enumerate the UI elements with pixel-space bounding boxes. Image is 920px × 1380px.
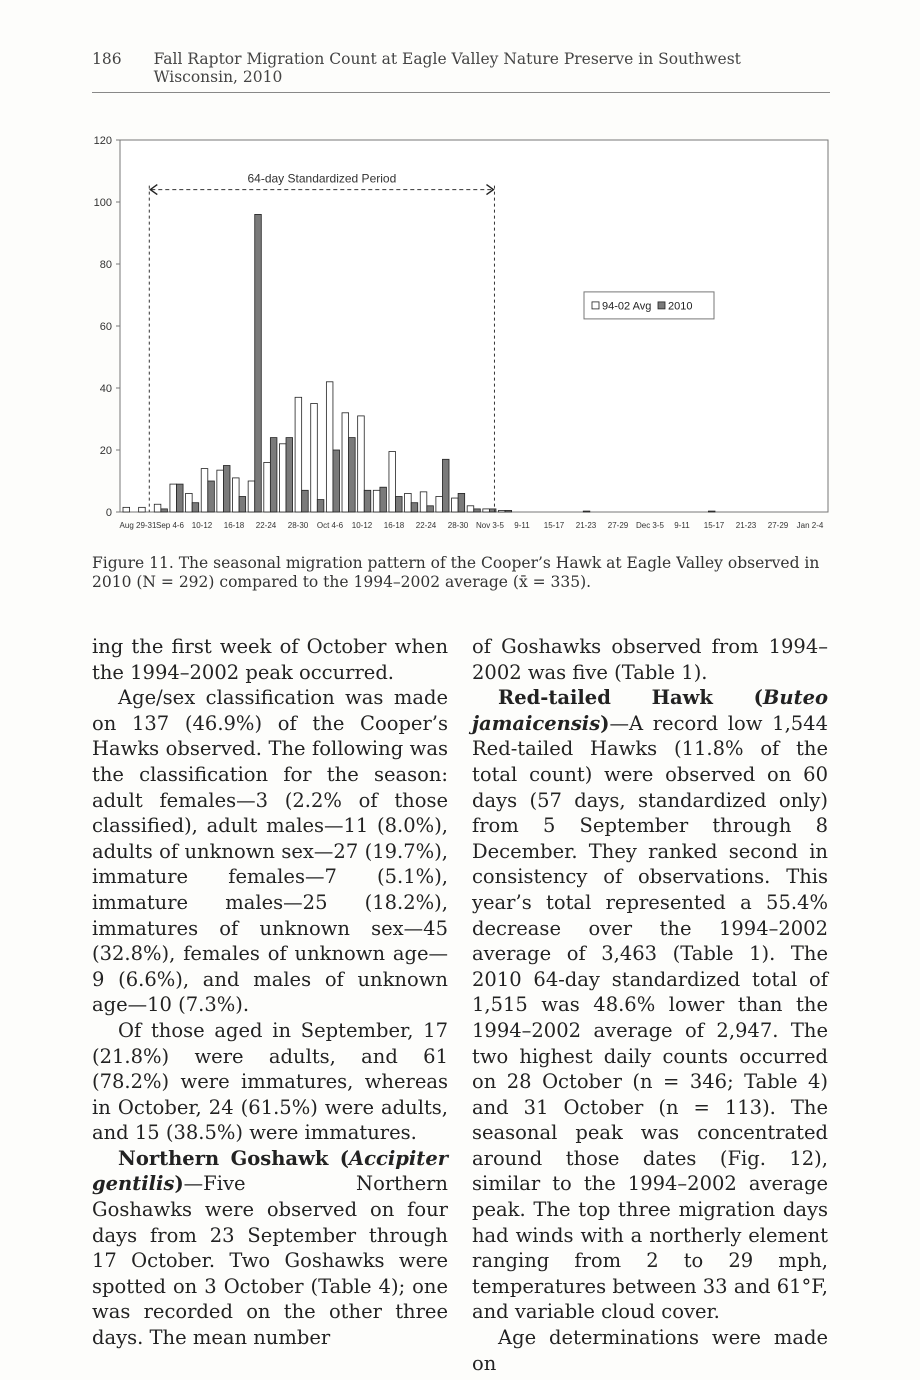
x-tick-label: 28-30	[287, 521, 309, 530]
bar-2010	[489, 509, 496, 512]
running-title: Fall Raptor Migration Count at Eagle Valley Nature Preserve in Southwest Wisconsin, 2010	[153, 50, 741, 86]
bar-avg	[467, 506, 474, 512]
bar-avg	[217, 470, 224, 512]
bar-avg	[358, 416, 365, 512]
species-text: —A record low 1,544 Red-tailed Hawks (11.8% of the total count) were observed on 60 days (57 days, standardized only) from 5 September through 8 December. They ranked second in consistency of observations. This year’s total represented a 55.4% decrease over the 1994–2002 average of 3,463 (Table 1). The 2010 64-day standardized total of 1,515 was 48.6% lower than the 1994–2002 average of 2,947. The two highest daily counts occurred on 28 October (n = 346; Table 4) and 31 October (n = 113). The seasonal peak was concentrated around those dates (Fig. 12), similar to the 1994–2002 average peak. The top three migration days had winds with a northerly element ranging from 2 to 29 mph, temperatures between 33 and 61°F, and variable cloud cover.	[472, 711, 828, 1324]
species-text: —Five Northern Goshawks were observed on four days from 23 September through 17 October. Two Goshawks were spotted on 3 October (Table 4); one was recorded on the other three days. The mean number	[92, 1172, 448, 1350]
bar-avg	[279, 444, 286, 512]
bar-2010	[192, 503, 199, 512]
species-heading: Red-tailed Hawk	[498, 686, 713, 710]
x-tick-label: 27-29	[607, 521, 629, 530]
x-tick-label: 28-30	[447, 521, 469, 530]
legend-label: 2010	[668, 300, 693, 313]
species-heading: Northern Goshawk	[118, 1146, 329, 1170]
bar-2010	[708, 511, 715, 512]
legend-label: 94-02 Avg	[602, 300, 652, 313]
x-tick-label: Oct 4-6	[316, 521, 344, 530]
x-tick-label: 15-17	[543, 521, 565, 530]
bar-2010	[349, 438, 356, 512]
bar-2010	[333, 450, 340, 512]
bar-2010	[474, 509, 481, 512]
bar-2010	[380, 487, 387, 512]
bar-avg	[326, 382, 333, 512]
paragraph: Age determinations were made on	[472, 1326, 828, 1375]
x-tick-label: 16-18	[383, 521, 405, 530]
x-tick-label: Jan 2-4	[796, 521, 824, 530]
bar-avg	[264, 462, 271, 512]
bar-2010	[427, 506, 434, 512]
period-annotation: 64-day Standardized Period	[247, 171, 397, 186]
legend-swatch	[592, 302, 599, 309]
bar-avg	[123, 507, 130, 512]
paragraph: Age/sex classification was made on 137 (46.9%) of the Cooper’s Hawks observed. The following was the classification for the season: adult females—3 (2.2% of those classified), adult males—11 (8.0%), adults of unknown sex—27 (19.7%), immature females—7 (5.1%), immature males—25 (18.2%), immatures of unknown sex—45 (32.8%), females of unknown age—9 (6.6%), and males of unknown age—10 (7.3%).	[92, 686, 448, 1017]
x-tick-label: Nov 3-5	[475, 521, 505, 530]
bar-2010	[255, 214, 262, 512]
x-tick-label: 27-29	[767, 521, 789, 530]
x-tick-label: 16-18	[223, 521, 245, 530]
right-column	[472, 634, 828, 1376]
bar-2010	[223, 466, 230, 513]
bar-avg	[295, 397, 302, 512]
y-tick-label: 60	[99, 321, 112, 333]
bar-2010	[442, 459, 449, 512]
bar-avg	[373, 490, 380, 512]
page-number: 186	[92, 50, 122, 68]
bar-avg	[154, 504, 161, 512]
figure-caption: Figure 11. The seasonal migration pattern of the Cooper’s Hawk at Eagle Valley observed in 2010 (N = 292) compared to the 1994–2002 average (x̄ = 335).	[92, 554, 820, 591]
bar-avg	[170, 484, 177, 512]
bar-avg	[139, 507, 146, 512]
species-latin: Buteo jamaicensis	[472, 686, 828, 735]
paragraph-goshawk: Northern Goshawk (Accipiter gentilis)—Five Northern Goshawks were observed on four days from 23 September through 17 October. Two Goshawks were spotted on 3 October (Table 4); one was recorded on the other three days. The mean number	[92, 1146, 448, 1350]
paragraph: Of those aged in September, 17 (21.8%) were adults, and 61 (78.2%) were immatures, whereas in October, 24 (61.5%) were adults, and 15 (38.5%) were immatures.	[92, 1018, 448, 1145]
bar-2010	[583, 511, 590, 512]
cooper-hawk-chart	[92, 128, 832, 538]
bar-avg	[201, 469, 208, 512]
bar-2010	[208, 481, 215, 512]
bar-2010	[239, 497, 246, 513]
y-tick-label: 80	[99, 259, 112, 271]
x-tick-label: 10-12	[191, 521, 213, 530]
bar-2010	[396, 497, 403, 513]
figure-11	[92, 128, 832, 538]
bar-avg	[436, 497, 443, 513]
bar-2010	[286, 438, 293, 512]
bar-2010	[302, 490, 309, 512]
bar-avg	[452, 498, 459, 512]
x-tick-label: 22-24	[255, 521, 277, 530]
y-tick-label: 0	[105, 507, 112, 519]
x-tick-label: Sep 4-6	[155, 521, 185, 530]
paragraph: ing the first week of October when the 1994–2002 peak occurred.	[92, 635, 448, 684]
bar-2010	[505, 510, 512, 512]
x-tick-label: 10-12	[351, 521, 373, 530]
plot-area	[120, 140, 828, 512]
y-tick-label: 100	[93, 197, 112, 209]
paragraph-redtail: Red-tailed Hawk (Buteo jamaicensis)—A record low 1,544 Red-tailed Hawks (11.8% of the total count) were observed on 60 days (57 days, standardized only) from 5 September through 8 December. They ranked second in consistency of observations. This year’s total represented a 55.4% decrease over the 1994–2002 average of 3,463 (Table 1). The 2010 64-day standardized total of 1,515 was 48.6% lower than the 1994–2002 average of 2,947. The two highest daily counts occurred on 28 October (n = 346; Table 4) and 31 October (n = 113). The seasonal peak was concentrated around those dates (Fig. 12), similar to the 1994–2002 average peak. The top three migration days had winds with a northerly element ranging from 2 to 29 mph, temperatures between 33 and 61°F, and variable cloud cover.	[472, 686, 828, 1324]
bar-2010	[411, 503, 418, 512]
x-tick-label: Aug 29-31	[119, 521, 157, 530]
bar-avg	[483, 509, 490, 512]
bar-avg	[405, 493, 412, 512]
bar-2010	[270, 438, 277, 512]
bar-avg	[248, 481, 255, 512]
bar-avg	[233, 478, 240, 512]
species-latin: Accipiter gentilis	[92, 1146, 448, 1196]
x-tick-label: 21-23	[575, 521, 597, 530]
bar-avg	[311, 404, 318, 513]
x-tick-label: 22-24	[415, 521, 437, 530]
bar-avg	[498, 510, 505, 512]
x-tick-label: Dec 3-5	[635, 521, 665, 530]
bar-2010	[161, 509, 168, 512]
bar-2010	[458, 493, 465, 512]
paragraph: of Goshawks observed from 1994–2002 was five (Table 1).	[472, 635, 828, 684]
y-tick-label: 40	[99, 383, 112, 395]
y-tick-label: 120	[93, 135, 112, 147]
left-column	[92, 634, 448, 1351]
bar-2010	[364, 490, 371, 512]
bar-avg	[420, 492, 427, 512]
running-header	[92, 50, 830, 93]
x-tick-label: 21-23	[735, 521, 757, 530]
bar-avg	[186, 493, 193, 512]
bar-2010	[177, 484, 184, 512]
bar-2010	[317, 500, 324, 512]
y-tick-label: 20	[99, 445, 112, 457]
legend-swatch	[658, 302, 665, 309]
bar-avg	[389, 452, 396, 512]
bar-avg	[342, 413, 349, 512]
x-tick-label: 9-11	[674, 521, 690, 530]
x-tick-label: 9-11	[514, 521, 530, 530]
x-tick-label: 15-17	[703, 521, 725, 530]
